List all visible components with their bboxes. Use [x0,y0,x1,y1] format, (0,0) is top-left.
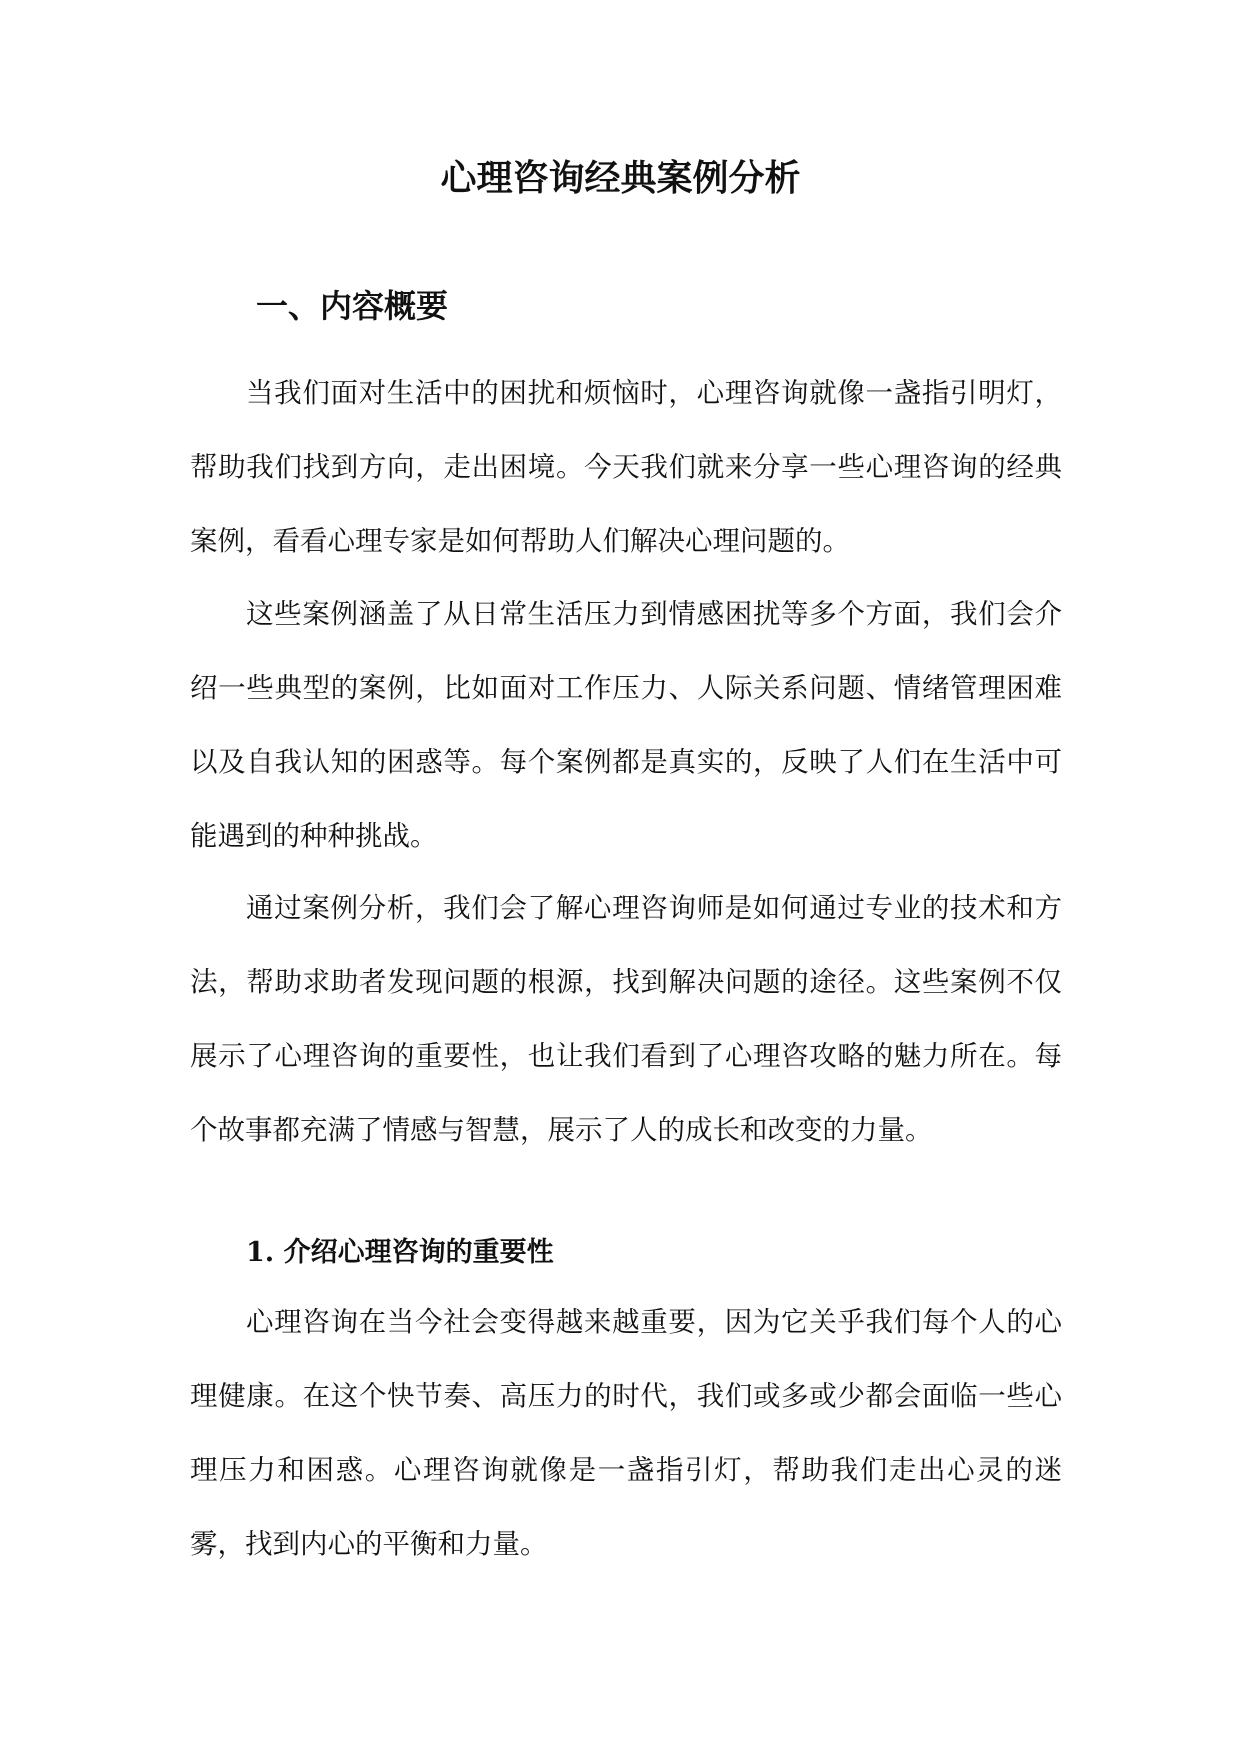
paragraph: 通过案例分析，我们会了解心理咨询师是如何通过专业的技术和方法，帮助求助者发现问题的根源，找到解决问题的途径。这些案例不仅展示了心理咨询的重要性，也让我们看到了心理咨攻略的魅力所在。每个故事都充满了情感与智慧，展示了人的成长和改变的力量。 [190,892,1062,1146]
document-title: 心理咨询经典案例分析 [440,157,801,199]
section-heading-overview: 一、内容概要 [256,287,449,325]
subsection-heading-importance: 1. 介绍心理咨询的重要性 [246,1237,554,1268]
paragraph: 这些案例涵盖了从日常生活压力到情感困扰等多个方面，我们会介绍一些典型的案例，比如面对工作压力、人际关系问题、情绪管理困难以及自我认知的困惑等。每个案例都是真实的，反映了人们在生活中可能遇到的种种挑战。 [190,598,1062,852]
paragraph: 心理咨询在当今社会变得越来越重要，因为它关乎我们每个人的心理健康。在这个快节奏、高压力的时代，我们或多或少都会面临一些心理压力和困惑。心理咨询就像是一盏指引灯，帮助我们走出心灵的迷雾，找到内心的平衡和力量。 [190,1306,1062,1560]
paragraph: 当我们面对生活中的困扰和烦恼时，心理咨询就像一盏指引明灯，帮助我们找到方向，走出困境。今天我们就来分享一些心理咨询的经典案例，看看心理专家是如何帮助人们解决心理问题的。 [190,377,1062,557]
